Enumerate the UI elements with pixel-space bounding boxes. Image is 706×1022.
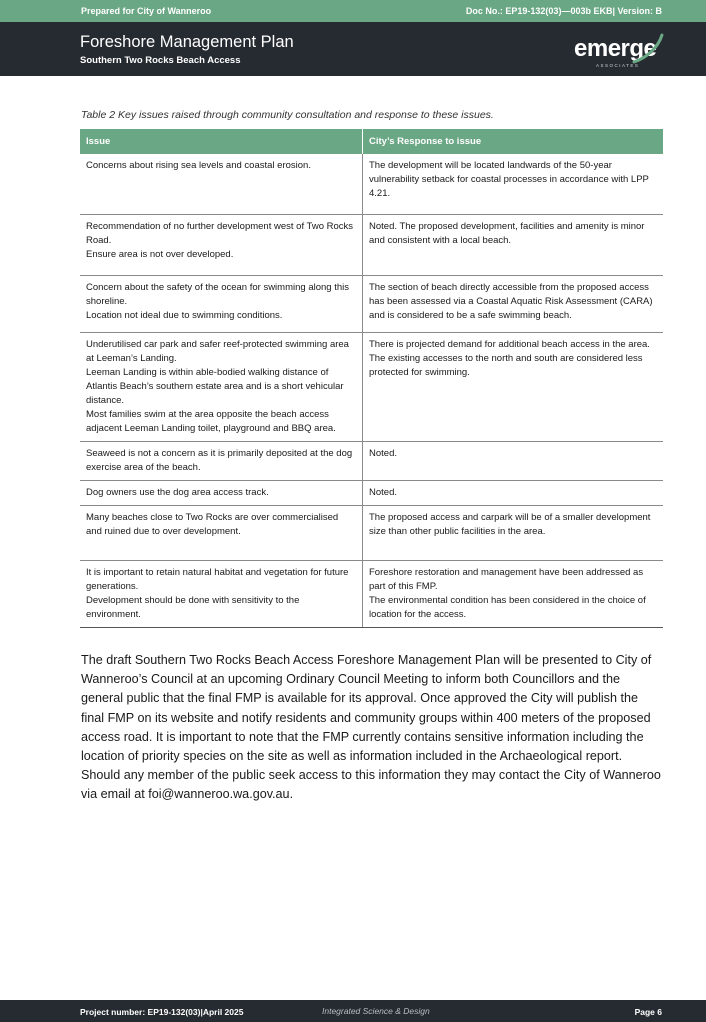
emerge-logo bbox=[574, 35, 666, 73]
issue-text: Dog owners use the dog area access track. bbox=[86, 487, 269, 498]
issue-text: Location not ideal due to swimming conditions. bbox=[86, 310, 283, 321]
issue-cell bbox=[80, 154, 363, 215]
issue-text: It is important to retain natural habitat and vegetation for future generations. bbox=[86, 567, 349, 592]
table-row bbox=[80, 561, 663, 628]
response-cell bbox=[363, 506, 664, 561]
logo-tagline: ASSOCIATES bbox=[596, 63, 640, 68]
response-cell bbox=[363, 442, 664, 481]
issue-text: Concern about the safety of the ocean for swimming along this shoreline. bbox=[86, 282, 349, 307]
response-text: Noted. bbox=[369, 448, 397, 459]
issue-cell bbox=[80, 442, 363, 481]
top-banner bbox=[0, 0, 706, 22]
column-header-issue: Issue bbox=[80, 129, 363, 154]
table-caption: Table 2 Key issues raised through community consultation and response to these issues. bbox=[81, 109, 494, 121]
response-text: The section of beach directly accessible from the proposed access has been assessed via a Coastal Aquatic Risk Assessment (CARA) and is considered to be a safe swimming beach. bbox=[369, 282, 653, 321]
document-header bbox=[0, 22, 706, 76]
column-header-response: City’s Response to issue bbox=[363, 129, 664, 154]
table-header-row bbox=[80, 129, 663, 154]
response-cell bbox=[363, 154, 664, 215]
table-row bbox=[80, 506, 663, 561]
response-cell bbox=[363, 481, 664, 506]
document-title: Foreshore Management Plan bbox=[80, 33, 294, 51]
table-row bbox=[80, 333, 663, 442]
response-cell bbox=[363, 276, 664, 333]
response-cell bbox=[363, 561, 664, 628]
issue-cell bbox=[80, 333, 363, 442]
response-text: Foreshore restoration and management have been addressed as part of this FMP. bbox=[369, 567, 644, 592]
issue-text: Development should be done with sensitivity to the environment. bbox=[86, 595, 300, 620]
table-row bbox=[80, 154, 663, 215]
footer-tagline: Integrated Science & Design bbox=[322, 1006, 430, 1016]
issue-cell bbox=[80, 506, 363, 561]
issue-cell bbox=[80, 215, 363, 276]
page-number: Page 6 bbox=[634, 1007, 662, 1017]
response-text: The development will be located landwards of the 50-year vulnerability setback for coastal processes in accordance with LPP 4.21. bbox=[369, 160, 649, 199]
logo-wordmark: emerge bbox=[574, 35, 657, 62]
issue-cell bbox=[80, 561, 363, 628]
issue-text: Many beaches close to Two Rocks are over commercialised and ruined due to over development. bbox=[86, 512, 339, 537]
issue-text: Recommendation of no further development west of Two Rocks Road. bbox=[86, 221, 354, 246]
response-text: The proposed access and carpark will be of a smaller development size than other public facilities in the area. bbox=[369, 512, 651, 537]
issue-cell bbox=[80, 276, 363, 333]
table-row bbox=[80, 481, 663, 506]
response-text: Noted. The proposed development, facilities and amenity is minor and consistent with a local beach. bbox=[369, 221, 645, 246]
issue-text: Underutilised car park and safer reef-protected swimming area at Leeman’s Landing. bbox=[86, 339, 349, 364]
response-cell bbox=[363, 333, 664, 442]
table-row bbox=[80, 442, 663, 481]
document-number-label: Doc No.: EP19-132(03)—003b EKB| Version: B bbox=[465, 6, 662, 16]
table-row bbox=[80, 215, 663, 276]
response-text: There is projected demand for additional beach access in the area. The existing accesses to the north and south are considered less protected for swimming. bbox=[369, 339, 650, 378]
issue-text: Leeman Landing is within able-bodied walking distance of Atlantis Beach’s southern estate area and is a short vehicular distance. bbox=[86, 367, 344, 406]
issue-text: Concerns about rising sea levels and coastal erosion. bbox=[86, 160, 311, 171]
issue-cell bbox=[80, 481, 363, 506]
issues-table bbox=[80, 129, 663, 628]
body-paragraph: The draft Southern Two Rocks Beach Access Foreshore Management Plan will be presented to City of Wanneroo’s Council at an upcoming Ordinary Council Meeting to inform both Councillors and the general public that the final FMP is available for its approval. Once approved the City will publish the final FMP on its website and notify residents and community groups within 400 meters of the proposed access road. It is important to note that the FMP currently contains sensitive information including the location of priority species on the site as well as information included in the Archaeological report. Should any member of the public seek access to this information they may contact the City of Wanneroo via email at foi@wanneroo.wa.gov.au. bbox=[81, 653, 661, 802]
issue-text: Most families swim at the area opposite the beach access adjacent Leeman Landing toilet, playground and BBQ area. bbox=[86, 409, 336, 434]
issue-text: Seaweed is not a concern as it is primarily deposited at the dog exercise area of the beach. bbox=[86, 448, 353, 473]
response-text: Noted. bbox=[369, 487, 397, 498]
response-text: The environmental condition has been considered in the choice of location for the access. bbox=[369, 595, 646, 620]
page-footer bbox=[0, 1000, 706, 1022]
document-subtitle: Southern Two Rocks Beach Access bbox=[80, 55, 241, 66]
prepared-for-label: Prepared for City of Wanneroo bbox=[81, 6, 212, 16]
project-number-label: Project number: EP19-132(03)|April 2025 bbox=[80, 1007, 244, 1017]
table-row bbox=[80, 276, 663, 333]
issue-text: Ensure area is not over developed. bbox=[86, 249, 234, 260]
response-cell bbox=[363, 215, 664, 276]
